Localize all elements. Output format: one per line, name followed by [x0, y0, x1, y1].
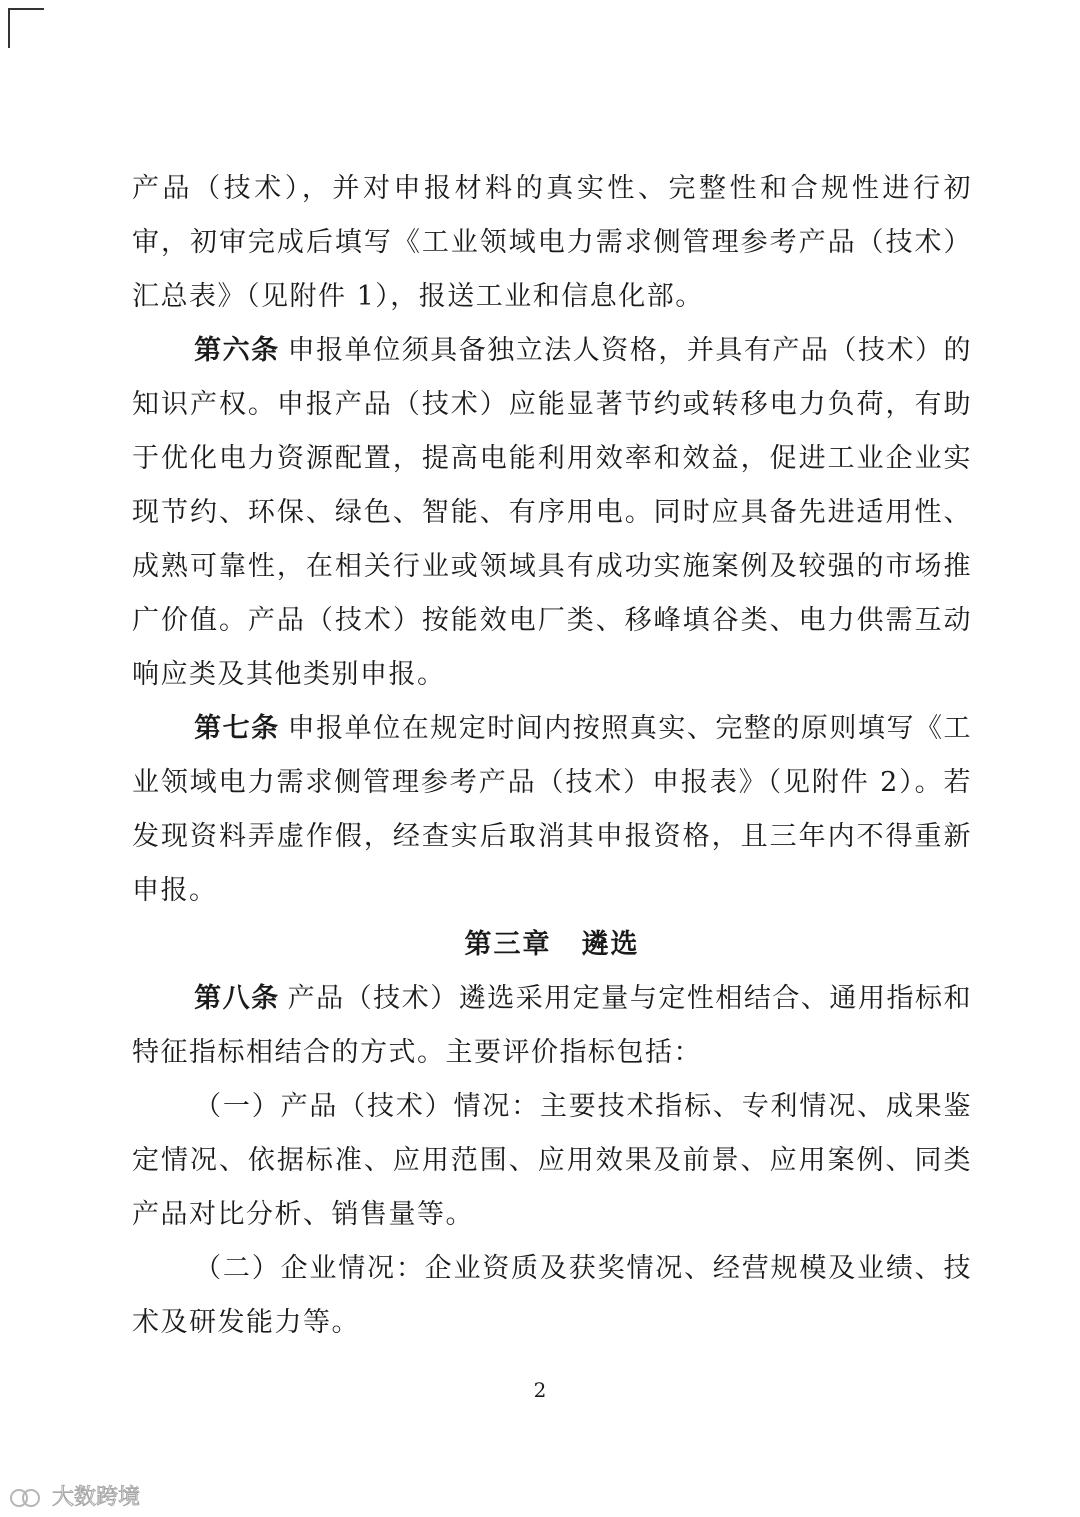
watermark	[10, 1480, 140, 1511]
article-7-text: 申报单位在规定时间内按照真实、完整的原则填写《工业领域电力需求侧管理参考产品（技术）申报表》（见附件 2）。若发现资料弄虚作假，经查实后取消其申报资格，且三年内不得重新申报。	[132, 713, 972, 906]
article-8	[132, 972, 972, 1080]
document-body	[132, 162, 972, 1350]
article-7	[132, 702, 972, 918]
scan-corner-mark	[8, 8, 44, 48]
watermark-logo-icon	[10, 1483, 46, 1509]
article-8-item-2: （二）企业情况：企业资质及获奖情况、经营规模及业绩、技术及研发能力等。	[132, 1253, 972, 1338]
article-8-item-1: （一）产品（技术）情况：主要技术指标、专利情况、成果鉴定情况、依据标准、应用范围、应用效果及前景、应用案例、同类产品对比分析、销售量等。	[132, 1091, 972, 1230]
article-7-label: 第七条	[194, 713, 280, 744]
page-number: 2	[533, 1378, 547, 1402]
article-6-label: 第六条	[194, 335, 280, 366]
article-8-label: 第八条	[194, 983, 280, 1014]
chapter-number: 第三章	[464, 929, 552, 960]
article-6	[132, 324, 972, 702]
article-8-text: 产品（技术）遴选采用定量与定性相结合、通用指标和特征指标相结合的方式。主要评价指标包括：	[132, 983, 972, 1068]
article-6-text: 申报单位须具备独立法人资格，并具有产品（技术）的知识产权。申报产品（技术）应能显著节约或转移电力负荷，有助于优化电力资源配置，提高电能利用效率和效益，促进工业企业实现节约、环保、绿色、智能、有序用电。同时应具备先进适用性、成熟可靠性，在相关行业或领域具有成功实施案例及较强的市场推广价值。产品（技术）按能效电厂类、移峰填谷类、电力供需互动响应类及其他类别申报。	[132, 335, 972, 690]
watermark-text: 大数跨境	[52, 1485, 141, 1510]
paragraph-continuation: 产品（技术），并对申报材料的真实性、完整性和合规性进行初审，初审完成后填写《工业领域电力需求侧管理参考产品（技术）汇总表》（见附件 1），报送工业和信息化部。	[132, 173, 972, 312]
chapter-heading	[132, 918, 972, 972]
chapter-title: 遴选	[581, 929, 640, 960]
